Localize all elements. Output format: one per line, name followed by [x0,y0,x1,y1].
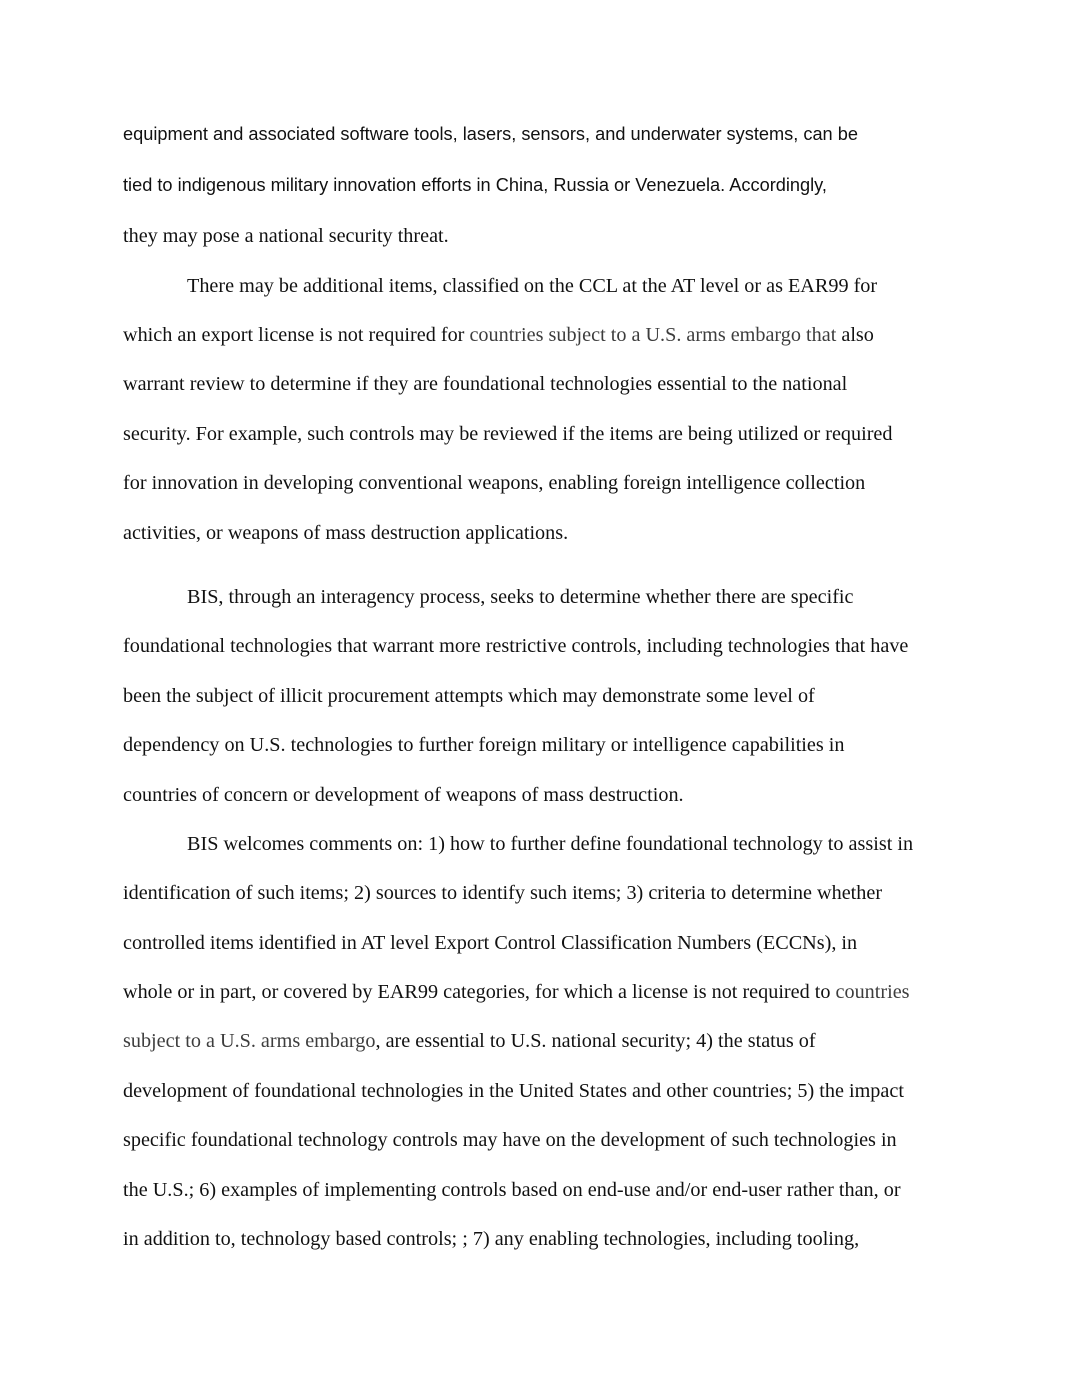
text-run: which an export license is not required for [123,324,470,346]
text-run: identification of such items; 2) sources to identify such items; 3) criteria to determine whether [123,882,883,904]
text-run: they may pose a national security threat. [123,225,449,247]
text-run: , are essential to U.S. national security; 4) the status of [375,1030,816,1052]
text-line [123,1031,816,1051]
text-line [123,686,815,706]
paragraph-first-line [187,276,877,296]
text-run: specific foundational technology controls may have on the development of such technologies in [123,1129,897,1151]
text-line [123,1229,859,1249]
text-line [123,982,910,1002]
text-run: controlled items identified in AT level Export Control Classification Numbers (ECCNs), in [123,932,858,954]
text-line [123,374,847,394]
tracked-change-run: countries [835,981,910,1003]
text-line [123,1180,901,1200]
text-run: BIS welcomes comments on: 1) how to further define foundational technology to assist in [187,833,914,855]
text-line [123,325,874,345]
text-line [123,473,865,493]
text-run: development of foundational technologies in the United States and other countries; 5) the impact [123,1080,904,1102]
text-run: BIS, through an interagency process, seeks to determine whether there are specific [187,586,854,608]
text-line [123,125,858,143]
text-line [123,226,449,246]
text-run: in addition to, technology based controls; ; 7) any enabling technologies, including tooling, [123,1228,860,1250]
text-line [123,424,892,444]
tracked-change-run: countries subject to a U.S. arms embargo that [469,324,837,346]
text-run: security. For example, such controls may be reviewed if the items are being utilized or required [123,423,893,445]
text-run: activities, or weapons of mass destruction applications. [123,522,569,544]
text-run: tied to indigenous military innovation efforts in China, Russia or Venezuela. Accordingly, [123,175,827,195]
text-run: for innovation in developing conventional weapons, enabling foreign intelligence collection [123,472,866,494]
tracked-change-run: subject to a U.S. arms embargo [123,1030,376,1052]
text-run: been the subject of illicit procurement attempts which may demonstrate some level of [123,685,815,707]
text-run: dependency on U.S. technologies to further foreign military or intelligence capabilities in [123,734,845,756]
text-line [123,176,827,194]
text-line [123,735,845,755]
text-run: warrant review to determine if they are foundational technologies essential to the national [123,373,848,395]
paragraph-first-line [187,834,913,854]
text-run: whole or in part, or covered by EAR99 categories, for which a license is not required to [123,981,836,1003]
text-line [123,933,857,953]
text-line [123,523,568,543]
paragraph-first-line [187,587,854,607]
text-run: the U.S.; 6) examples of implementing controls based on end-use and/or end-user rather than, or [123,1179,901,1201]
text-run: countries of concern or development of weapons of mass destruction. [123,784,684,806]
text-line [123,1130,897,1150]
text-run: also [836,324,874,346]
text-line [123,1081,904,1101]
text-line [123,883,882,903]
text-run: equipment and associated software tools, lasers, sensors, and underwater systems, can be [123,124,858,144]
text-run: There may be additional items, classified on the CCL at the AT level or as EAR99 for [187,275,878,297]
text-line [123,636,908,656]
text-line [123,785,684,805]
text-run: foundational technologies that warrant more restrictive controls, including technologies that have [123,635,909,657]
